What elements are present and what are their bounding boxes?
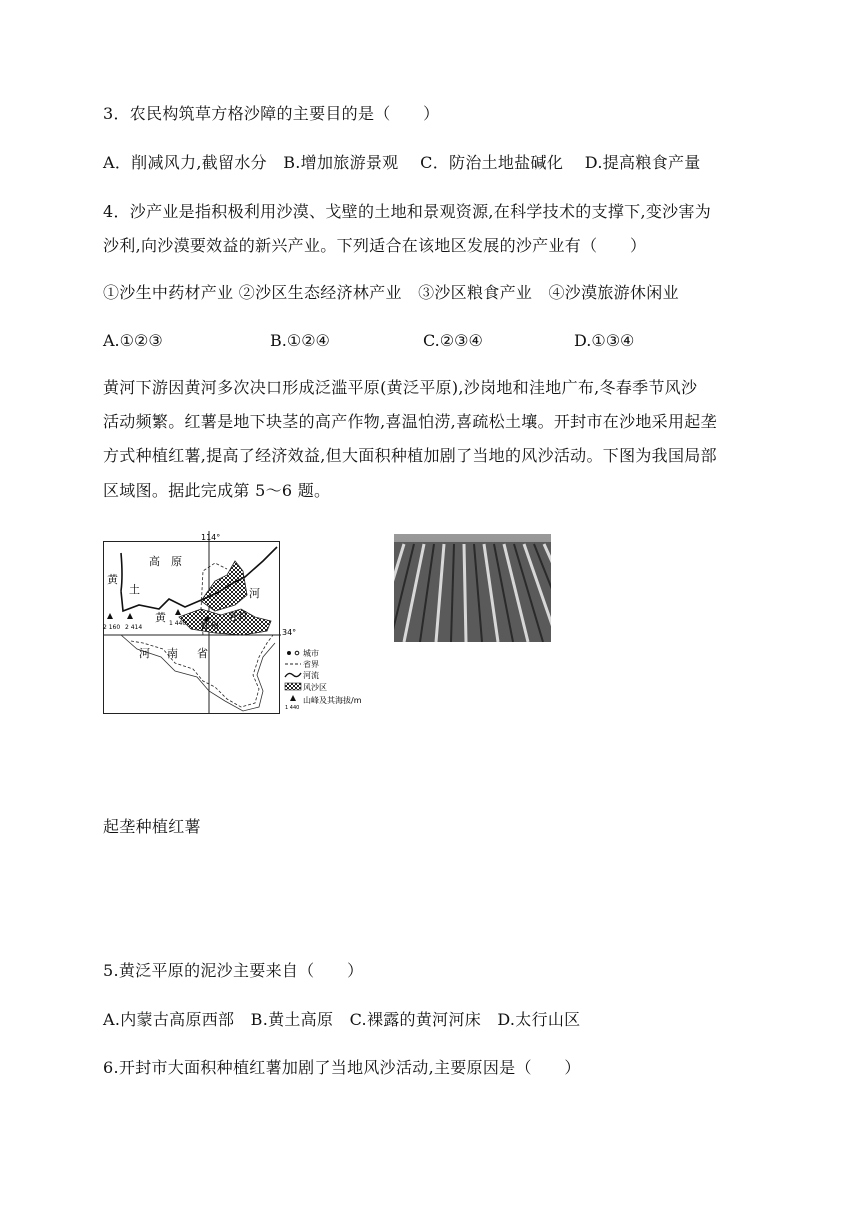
- region-label-7: 河: [139, 647, 150, 660]
- question-4-stem-line1: 4．沙产业是指积极利用沙漠、戈壁的土地和景观资源,在科学技术的支撑下,变沙害为: [103, 202, 712, 221]
- question-3-options: A．削减风力,截留水分 B.增加旅游景观 C．防治土地盐碱化 D.提高粮食产量: [103, 153, 701, 172]
- peak-1-marker: [107, 613, 113, 619]
- region-map: [103, 531, 413, 717]
- legend-peak-label: 山峰及其海拔/m: [303, 696, 362, 705]
- longitude-label: 114°: [201, 533, 221, 542]
- passage-line3: 方式种植红薯,提高了经济效益,但大面积种植加剧了当地的风沙活动。下图为我国局部: [103, 446, 717, 465]
- question-5-options: A.内蒙古高原西部 B.黄土高原 C.裸露的黄河河床 D.太行山区: [103, 1010, 581, 1029]
- question-3-stem: 3．农民构筑草方格沙障的主要目的是（ ）: [103, 104, 440, 123]
- legend-city-dot: [287, 651, 291, 655]
- peak-3-marker: [175, 609, 181, 615]
- legend-peak-example: 1 440: [285, 705, 300, 711]
- question-4-option-a: A.①②③: [103, 331, 163, 350]
- legend-sand-box: [285, 683, 301, 690]
- peak-3-label: 1 440: [169, 620, 187, 627]
- question-4-option-d: D.①③④: [574, 331, 635, 350]
- question-5-stem: 5.黄泛平原的泥沙主要来自（ ）: [103, 961, 364, 980]
- question-4-option-b: B.①②④: [270, 331, 330, 350]
- sand-area-north: [201, 561, 247, 611]
- region-label-6: 河: [249, 587, 260, 600]
- passage-line1: 黄河下游因黄河多次决口形成泛滥平原(黄泛平原),沙岗地和洼地广布,冬春季节风沙: [103, 378, 698, 397]
- region-label-4: 原: [171, 555, 182, 568]
- question-6-stem: 6.开封市大面积种植红薯加剧了当地风沙活动,主要原因是（ ）: [103, 1058, 581, 1077]
- region-label-9: 省: [197, 647, 208, 660]
- city-zhengzhou-dot: [205, 617, 210, 622]
- region-label-8: 南: [167, 647, 178, 660]
- legend-boundary-label: 省界: [303, 660, 319, 669]
- region-label-5: 黄: [155, 611, 166, 624]
- yellow-river: [121, 547, 277, 611]
- passage-line2: 活动频繁。红薯是地下块茎的高产作物,喜温怕涝,喜疏松土壤。开封市在沙地采用起垄: [103, 412, 717, 431]
- map-legend: [285, 648, 362, 711]
- legend-river-line: [285, 673, 301, 677]
- question-4-option-c: C.②③④: [423, 331, 483, 350]
- legend-sand-label: 风沙区: [303, 683, 327, 692]
- question-4-items: ①沙生中药材产业 ②沙区生态经济林产业 ③沙区粮食产业 ④沙漠旅游休闲业: [103, 283, 679, 302]
- peak-2-marker: [127, 613, 133, 619]
- ridge-field-photo: [394, 534, 551, 642]
- legend-river-label: 河流: [303, 671, 319, 680]
- region-label-2: 土: [129, 583, 140, 596]
- passage-line4: 区域图。据此完成第 5～6 题。: [103, 481, 331, 500]
- sand-area-south: [179, 609, 271, 635]
- peak-2-label: 2 414: [125, 624, 143, 631]
- photo-caption: 起垄种植红薯: [103, 817, 201, 836]
- city-kaifeng-label: 开封: [229, 612, 248, 622]
- region-label-3: 高: [149, 555, 160, 568]
- region-label-1: 黄: [107, 573, 118, 586]
- peak-1-label: 2 160: [103, 624, 121, 631]
- question-4-stem-line2: 沙利,向沙漠要效益的新兴产业。下列适合在该地区发展的沙产业有（ ）: [103, 236, 647, 255]
- legend-city-ring: [295, 651, 299, 655]
- legend-peak-marker: [290, 695, 296, 701]
- city-zhengzhou-label: 郑州: [201, 622, 220, 632]
- latitude-label: 34°: [282, 628, 297, 637]
- legend-city-label: 城市: [303, 649, 319, 658]
